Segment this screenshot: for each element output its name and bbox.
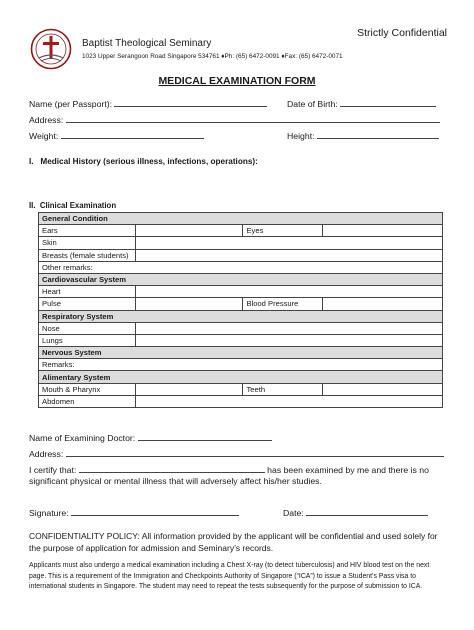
nose-label: Nose [39, 322, 136, 334]
nose-field[interactable] [135, 322, 442, 334]
pulse-label: Pulse [39, 298, 136, 310]
weight-field[interactable] [61, 130, 204, 139]
respiratory-header: Respiratory System [39, 310, 443, 322]
nervous-header: Nervous System [39, 347, 443, 359]
doctor-address-row [29, 448, 444, 459]
address-field[interactable] [66, 114, 440, 123]
certify-name-field[interactable] [79, 464, 265, 473]
skin-label: Skin [39, 237, 136, 249]
name-field[interactable] [114, 98, 267, 107]
height-field-row [287, 130, 439, 141]
certify-row [29, 464, 429, 475]
doctor-name-label: Name of Examining Doctor: [29, 433, 136, 443]
blood-pressure-field[interactable] [322, 298, 442, 310]
applicant-note: Applicants must also undergo a medical examination including a Chest X-ray (to detect tuberculosis) and HIV blood test on the next page. This is a requirement of the Immigration and Checkpoints Authority of Singapore (“ICA”) to issue a Student’s Pass visa to international students in Singapore. The student may need to repeat the tests subsequently for the purpose of submission to ICA. [29, 562, 430, 590]
heart-label: Heart [39, 286, 136, 298]
mouth-pharynx-field[interactable] [135, 383, 243, 395]
skin-field[interactable] [135, 237, 442, 249]
confidential-label: Strictly Confidential [357, 27, 447, 39]
section-clinical-exam: II. Clinical Examination [29, 201, 117, 210]
org-name: Baptist Theological Seminary [82, 38, 212, 49]
section-medical-history: I. Medical History (serious illness, infections, operations): [29, 157, 258, 166]
nervous-remarks-field[interactable]: Remarks: [39, 359, 443, 371]
certify-line2: significant physical or mental illness that will adversely affect his/her studies. [29, 476, 322, 486]
height-label: Height: [287, 131, 315, 141]
form-title: MEDICAL EXAMINATION FORM [158, 75, 316, 87]
weight-label: Weight: [29, 131, 59, 141]
teeth-field[interactable] [322, 383, 442, 395]
dob-field[interactable] [340, 98, 436, 107]
signature-field[interactable] [71, 507, 239, 516]
name-label: Name (per Passport): [29, 99, 113, 109]
doctor-name-field[interactable] [138, 432, 272, 441]
mouth-pharynx-label: Mouth & Pharynx [39, 383, 136, 395]
confidentiality-policy: CONFIDENTIALITY POLICY: All information provided by the applicant will be confidential and used solely for the purpose of application for admission and Seminary’s records. [29, 531, 438, 553]
weight-field-row [29, 130, 204, 141]
eyes-field[interactable] [322, 225, 442, 237]
pulse-field[interactable] [135, 298, 243, 310]
seminary-logo-icon [30, 28, 72, 70]
lungs-label: Lungs [39, 334, 136, 346]
name-field-row [29, 98, 267, 109]
blood-pressure-label: Blood Pressure [243, 298, 322, 310]
address-field-row [29, 114, 440, 125]
doctor-address-field[interactable] [66, 448, 444, 457]
address-label: Address: [29, 115, 64, 125]
ears-label: Ears [39, 225, 136, 237]
other-remarks-field[interactable]: Other remarks: [39, 261, 443, 273]
date-label: Date: [283, 508, 304, 518]
general-condition-header: General Condition [39, 213, 443, 225]
clinical-exam-table [38, 212, 443, 408]
certify-label: I certify that: [29, 465, 77, 475]
signature-label: Signature: [29, 508, 69, 518]
height-field[interactable] [317, 130, 439, 139]
teeth-label: Teeth [243, 383, 322, 395]
certify-text: has been examined by me and there is no [267, 465, 429, 475]
breasts-label: Breasts (female students) [39, 249, 136, 261]
abdomen-field[interactable] [135, 395, 442, 407]
lungs-field[interactable] [135, 334, 442, 346]
cardiovascular-header: Cardiovascular System [39, 273, 443, 285]
date-field[interactable] [306, 507, 428, 516]
alimentary-header: Alimentary System [39, 371, 443, 383]
doctor-name-row [29, 432, 272, 443]
heart-field[interactable] [135, 286, 442, 298]
date-row [283, 507, 428, 518]
abdomen-label: Abdomen [39, 395, 136, 407]
eyes-label: Eyes [243, 225, 322, 237]
org-address: 1023 Upper Serangoon Road Singapore 534761 ♦Ph: (65) 6472-0091 ♦Fax: (65) 6472-0071 [82, 53, 343, 60]
dob-label: Date of Birth: [287, 99, 338, 109]
ears-field[interactable] [135, 225, 243, 237]
doctor-address-label: Address: [29, 449, 64, 459]
breasts-field[interactable] [135, 249, 442, 261]
signature-row [29, 507, 239, 518]
dob-field-row [287, 98, 436, 109]
